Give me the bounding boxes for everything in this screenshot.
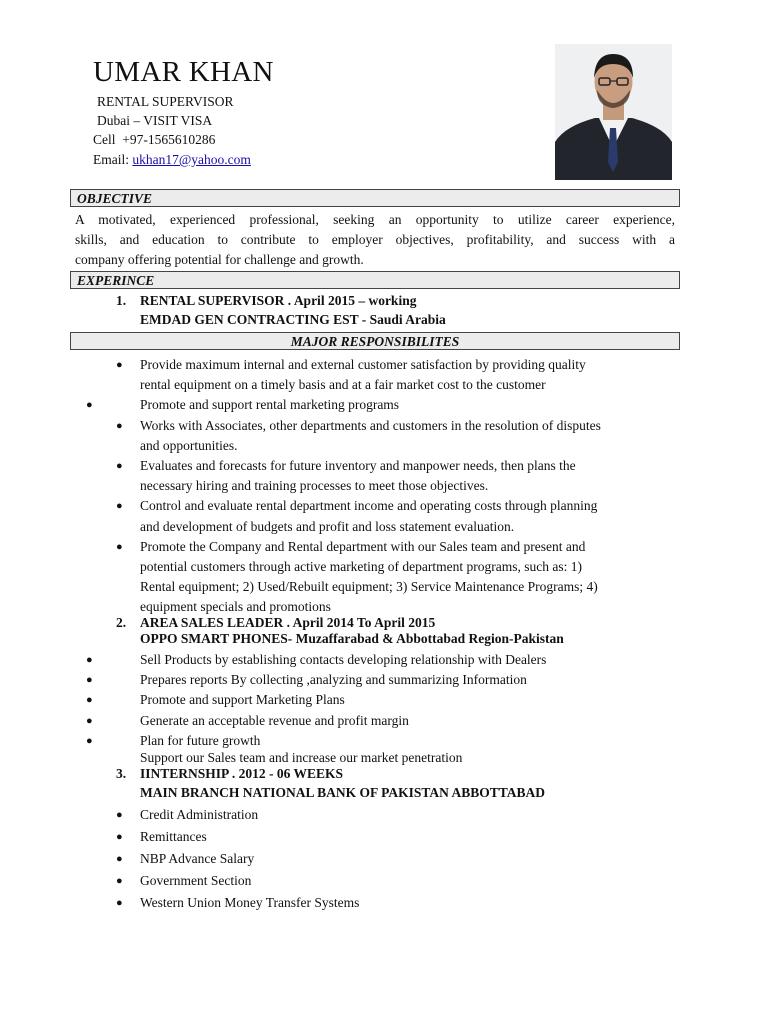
list-item: Rental equipment; 2) Used/Rebuilt equipment; 3) Service Maintenance Programs; 4) [140, 579, 598, 595]
bullet-icon: ● [86, 694, 93, 707]
email-link[interactable]: ukhan17@yahoo.com [132, 152, 251, 167]
list-item: equipment specials and promotions [140, 599, 331, 615]
job-company: EMDAD GEN CONTRACTING EST - Saudi Arabia [140, 312, 446, 327]
bullet-icon: ● [116, 500, 123, 513]
email-label: Email: [93, 152, 129, 167]
bullet-icon: ● [86, 399, 93, 412]
list-item: Sell Products by establishing contacts developing relationship with Dealers [140, 652, 547, 667]
list-item: Support our Sales team and increase our market penetration [140, 749, 463, 765]
bullet-icon: ● [86, 674, 93, 687]
list-item: Western Union Money Transfer Systems [140, 895, 360, 910]
candidate-name: UMAR KHAN [93, 56, 274, 88]
list-item: and opportunities. [140, 437, 238, 453]
cell-number: +97-1565610286 [122, 132, 216, 147]
list-item: Provide maximum internal and external customer satisfaction by providing quality [140, 357, 586, 372]
objective-text [75, 210, 675, 270]
list-item: NBP Advance Salary [140, 851, 255, 866]
section-objective-heading: OBJECTIVE [70, 189, 680, 207]
job-title: RENTAL SUPERVISOR [97, 94, 234, 109]
list-item: Promote and support rental marketing programs [140, 397, 400, 413]
job-number: 3. [116, 766, 127, 781]
section-experience-heading: EXPERINCE [70, 271, 680, 289]
job-title-line: IINTERNSHIP . 2012 - 06 WEEKS [140, 766, 344, 781]
list-item: Generate an acceptable revenue and profit margin [140, 712, 409, 728]
cell-line [93, 132, 215, 148]
job-company: OPPO SMART PHONES- Muzaffarabad & Abbottabad Region-Pakistan [140, 631, 564, 646]
bullet-icon: ● [86, 734, 93, 747]
list-item: Prepares reports By collecting ,analyzing and summarizing Information [140, 672, 527, 688]
list-item: Plan for future growth [140, 732, 261, 748]
list-item: and development of budgets and profit and loss statement evaluation. [140, 518, 515, 534]
list-item: Control and evaluate rental department income and operating costs through planning [140, 498, 598, 514]
bullet-icon: ● [86, 714, 93, 727]
job-title-line: RENTAL SUPERVISOR . April 2015 – working [140, 293, 417, 308]
list-item: Works with Associates, other departments and customers in the resolution of disputes [140, 417, 601, 433]
bullet-icon: ● [116, 831, 123, 843]
list-item: rental equipment on a timely basis and at a fair market cost to the customer [140, 377, 546, 393]
bullet-icon: ● [116, 540, 123, 553]
list-item: Remittances [140, 829, 207, 844]
bullet-icon: ● [116, 459, 123, 472]
sales-duties-list [0, 650, 768, 768]
bullet-icon: ● [116, 359, 123, 371]
list-item: Evaluates and forecasts for future inventory and manpower needs, then plans the [140, 457, 576, 473]
list-item: Promote the Company and Rental department with our Sales team and present and [140, 538, 586, 554]
location-visa: Dubai – VISIT VISA [97, 113, 213, 128]
list-item: Credit Administration [140, 807, 259, 822]
person-portrait-icon [555, 44, 672, 180]
objective-line: company offering potential for challenge and growth. [75, 252, 364, 267]
job-number: 1. [116, 293, 127, 308]
section-responsibilities-heading: MAJOR RESPONSIBILITES [70, 332, 680, 350]
bullet-icon: ● [86, 654, 93, 666]
bullet-icon: ● [116, 897, 123, 909]
job-company: MAIN BRANCH NATIONAL BANK OF PAKISTAN ABBOTTABAD [140, 785, 546, 800]
bullet-icon: ● [116, 809, 123, 821]
job-title-line: AREA SALES LEADER . April 2014 To April 2015 [140, 615, 436, 630]
objective-line: skills, and education to contribute to employer objectives, profitability, and success with a [75, 232, 675, 247]
bullet-icon: ● [116, 419, 123, 432]
bullet-icon: ● [116, 875, 123, 887]
list-item: Government Section [140, 873, 252, 888]
cell-label: Cell [93, 132, 116, 147]
job-number: 2. [116, 615, 127, 630]
responsibilities-list [0, 355, 768, 617]
internship-list [0, 805, 768, 915]
profile-photo [555, 44, 672, 180]
bullet-icon: ● [116, 853, 123, 865]
email-line [93, 152, 251, 168]
list-item: potential customers through active marketing of department programs, such as: 1) [140, 558, 582, 574]
list-item: necessary hiring and training processes to meet those objectives. [140, 478, 489, 494]
objective-line: A motivated, experienced professional, seeking an opportunity to utilize career experience, [75, 212, 675, 227]
list-item: Promote and support Marketing Plans [140, 692, 345, 708]
